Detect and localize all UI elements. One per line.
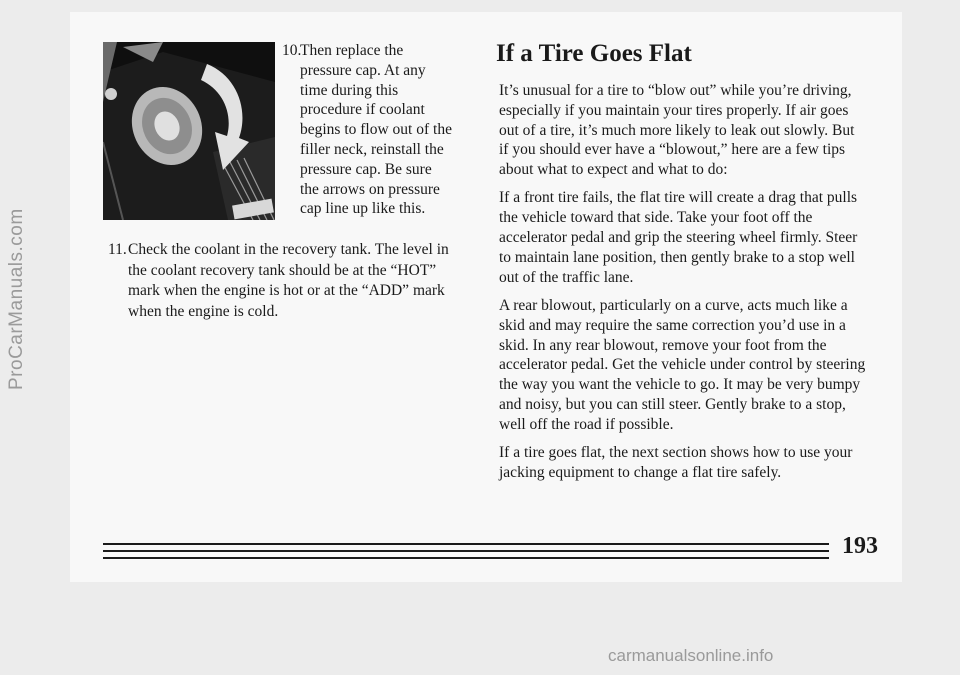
- step-11-number: 11.: [108, 241, 127, 258]
- paragraph-front-tire: If a front tire fails, the flat tire will create a drag that pulls the vehicle toward that side. Take your foot off the accelerator pedal and grip the steering wheel firmly. Steer to maintain lane position, then gently brake to a stop well out of the traffic lane.: [499, 189, 858, 286]
- footer-rule-middle: [103, 550, 829, 552]
- section-heading: If a Tire Goes Flat: [496, 40, 692, 67]
- paragraph-next-section: If a tire goes flat, the next section shows how to use your jacking equipment to change a flat tire safely.: [499, 444, 853, 481]
- footer-rule-top: [103, 543, 829, 545]
- step-10-number: 10.: [282, 42, 302, 59]
- step-11: [108, 240, 468, 322]
- footer-rule-bottom: [103, 557, 829, 559]
- pressure-cap-photo: [103, 42, 275, 220]
- paragraph-rear-tire: A rear blowout, particularly on a curve, acts much like a skid and may require the same correction you’d use in a skid. In any rear blowout, remove your foot from the accelerator pedal. Get the vehicle under control by steering the way you want the vehicle to go. It may be very bumpy and noisy, but you can still steer. Gently brake to a stop, well off the road if possible.: [499, 296, 866, 433]
- pressure-cap-illustration: [103, 42, 275, 220]
- watermark-bottom: carmanualsonline.info: [608, 646, 774, 665]
- page-number: 193: [842, 533, 878, 559]
- step-10-text: Then replace the pressure cap. At any time during this procedure if coolant begins to flow out of the filler neck, reinstall the pressure cap. Be sure the arrows on pressure cap line up like this.: [300, 42, 452, 218]
- step-10: [282, 41, 454, 219]
- section-body: [499, 81, 867, 491]
- paragraph-blowout-intro: It’s unusual for a tire to “blow out” while you’re driving, especially if you maintain your tires properly. If air goes out of a tire, it’s much more likely to leak out slowly. But if you should ever have a “blowout,” here are a few tips about what to expect and what to do:: [499, 82, 855, 179]
- watermark-left: ProCarManuals.com: [6, 208, 27, 390]
- step-11-text: Check the coolant in the recovery tank. The level in the coolant recovery tank should be at the “HOT” mark when the engine is hot or at the “ADD” mark when the engine is cold.: [128, 241, 449, 320]
